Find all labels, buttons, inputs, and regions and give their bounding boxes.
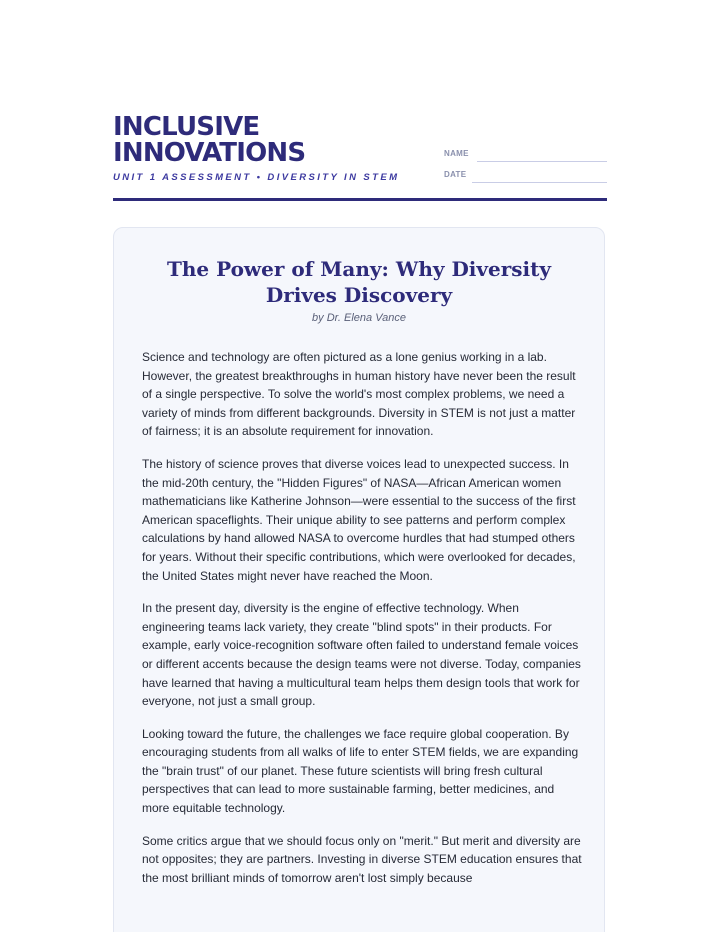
date-label: DATE — [444, 170, 467, 179]
brand-title-line-1: INCLUSIVE — [113, 112, 260, 142]
article-paragraph: Some critics argue that we should focus only on "merit." But merit and diversity are not opposites; they are partners. Investing in diverse STEM education ensures that the most brilliant minds of tomorrow aren't lost simply because — [142, 833, 582, 885]
article-body — [142, 348, 582, 901]
worksheet-header — [113, 112, 607, 201]
article-card — [113, 227, 605, 932]
article-title: The Power of Many: Why Diversity Drives Discovery — [166, 257, 552, 307]
article-paragraph: Looking toward the future, the challenges we face require global cooperation. By encouraging students from all walks of life to enter STEM fields, we are expanding the "brain trust" of our planet. These future scientists will bring fresh cultural perspectives that can lead to more sustainable farming, better medicines, and more equitable technology. — [142, 726, 579, 816]
article-paragraph: The history of science proves that diverse voices lead to unexpected success. In the mid-20th century, the "Hidden Figures" of NASA—African American women mathematicians like Katherine Johnson—were essential to the success of the first American spaceflights. Their unique ability to see patterns and perform complex calculations by hand allowed NASA to overcome hurdles that had stumped others for years. Without their specific contributions, which were overlooked for decades, the United States might never have reached the Moon. — [142, 456, 576, 583]
date-field[interactable] — [444, 169, 607, 183]
article-paragraph: In the present day, diversity is the engine of effective technology. When engineering teams lack variety, they create "blind spots" in their products. For example, early voice-recognition software often failed to understand female voices or different accents because the design teams were not diverse. Today, companies have learned that having a multicultural team helps them design tools that work for everyone, not just a small group. — [142, 601, 581, 709]
article-paragraph: Science and technology are often pictured as a lone genius working in a lab. However, the greatest breakthroughs in human history have never been the result of a single perspective. To solve the world's most complex problems, we need a variety of minds from different backgrounds. Diversity in STEM is not just a matter of fairness; it is an absolute requirement for innovation. — [142, 350, 576, 439]
brand-title-line-2: INNOVATIONS — [113, 138, 306, 168]
name-field[interactable] — [444, 148, 607, 162]
name-label: NAME — [444, 149, 469, 158]
name-write-line[interactable] — [477, 161, 607, 162]
unit-subtitle: UNIT 1 ASSESSMENT • DIVERSITY IN STEM — [113, 172, 400, 183]
article-byline: by Dr. Elena Vance — [312, 312, 406, 324]
date-write-line[interactable] — [472, 182, 607, 183]
